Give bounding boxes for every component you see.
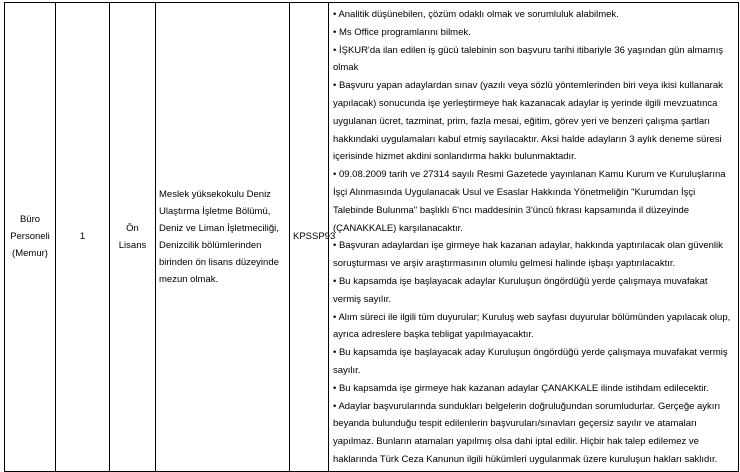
requirement-item: • 09.08.2009 tarih ve 27314 sayılı Resmi Gazetede yayınlanan Kamu Kurum ve Kuruluşlarına İşçi Alınmasında Uygulanacak Usul ve Esaslar Hakkında Yönetmeliğin "Kurumdan İşçi Talebinde Bulunma" başlıklı 6'ncı maddesinin 3'üncü fıkrası kapsamında il düzeyinde (ÇANAKKALE) karşılanacaktır.	[333, 169, 726, 234]
department-cell: Meslek yüksekokulu Deniz Ulaştırma İşletme Bölümü, Deniz ve Liman İşletmeciliği, Denizcilik bölümlerinden birinden ön lisans düzeyinde mezun olmak.	[156, 3, 290, 472]
requirement-item: • Alım süreci ile ilgili tüm duyurular; Kuruluş web sayfası duyurular bölümünden yapılacak olup, ayrıca adreslere başka tebligat yapılmayacaktır.	[333, 311, 731, 341]
requirement-item: • Bu kapsamda işe başlayacak aday Kuruluşun öngördüğü yerde çalışmaya muvafakat vermiş sayılır.	[333, 347, 728, 376]
count-cell: 1	[56, 3, 110, 472]
requirement-item: • Bu kapsamda işe başlayacak adaylar Kuruluşun öngördüğü yerde çalışmaya muvafakat vermiş sayılır.	[333, 275, 708, 305]
requirement-item: • Başvuran adaylardan işe girmeye hak kazanan adaylar, hakkında yaptırılacak olan güvenlik soruşturması ve arşiv araştırmasının olumlu gelmesi halinde işbaşı yaptırılacaktır.	[333, 240, 723, 270]
requirement-item: • Adaylar başvurularında sundukları belgelerin doğruluğundan sorumludurlar. Gerçeğe aykırı beyanda bulunduğu tespit edilenlerin başvuruları/sınavları geçersiz sayılır ve atamaları yapılmaz. Bunların atamaları yapılmış olsa dahi iptal edilir. Hiçbir hak talep edilemez ve haklarında Türk Ceza Kanunun ilgili hükümleri uygulanmak üzere kuruluşun hakları saklıdır.	[333, 400, 721, 465]
requirement-item: • Analitik düşünebilen, çözüm odaklı olmak ve sorumluluk alabilmek.	[333, 9, 619, 20]
requirement-item: • Bu kapsamda işe girmeye hak kazanan adaylar ÇANAKKALE ilinde istihdam edilecektir.	[333, 382, 709, 394]
requirement-item: • Ms Office programlarını bilmek.	[333, 26, 471, 38]
requirement-item: • İŞKUR'da ilan edilen iş gücü talebinin son başvuru tarihi itibariyle 36 yaşından gün almamış olmak	[333, 44, 724, 74]
education-level-cell: Ön Lisans	[110, 3, 156, 472]
position-cell: Büro Personeli (Memur)	[5, 3, 56, 472]
exam-cell: KPSSP93	[290, 3, 329, 472]
table-row	[5, 3, 739, 472]
requirement-item: • Başvuru yapan adaylardan sınav (yazılı veya sözlü yöntemlerinden biri veya ikisi kullanarak yapılacak) sonucunda işe yerleştirmeye hak kazanacak adaylar iş yerinde ilgili mevzuatınca uygulanan ücret, tazminat, prim, fazla mesai, eğitim, görev yeri ve benzeri çalışma şartları hakkındaki uygulamaları kabul etmiş sayılacaktır. Aksi halde adayların 3 aylık deneme süresi içerisinde hizmet akdini sonlandırma hakkı bulunmaktadır.	[333, 80, 723, 163]
requirements-cell	[329, 3, 739, 472]
job-posting-table	[4, 2, 739, 472]
